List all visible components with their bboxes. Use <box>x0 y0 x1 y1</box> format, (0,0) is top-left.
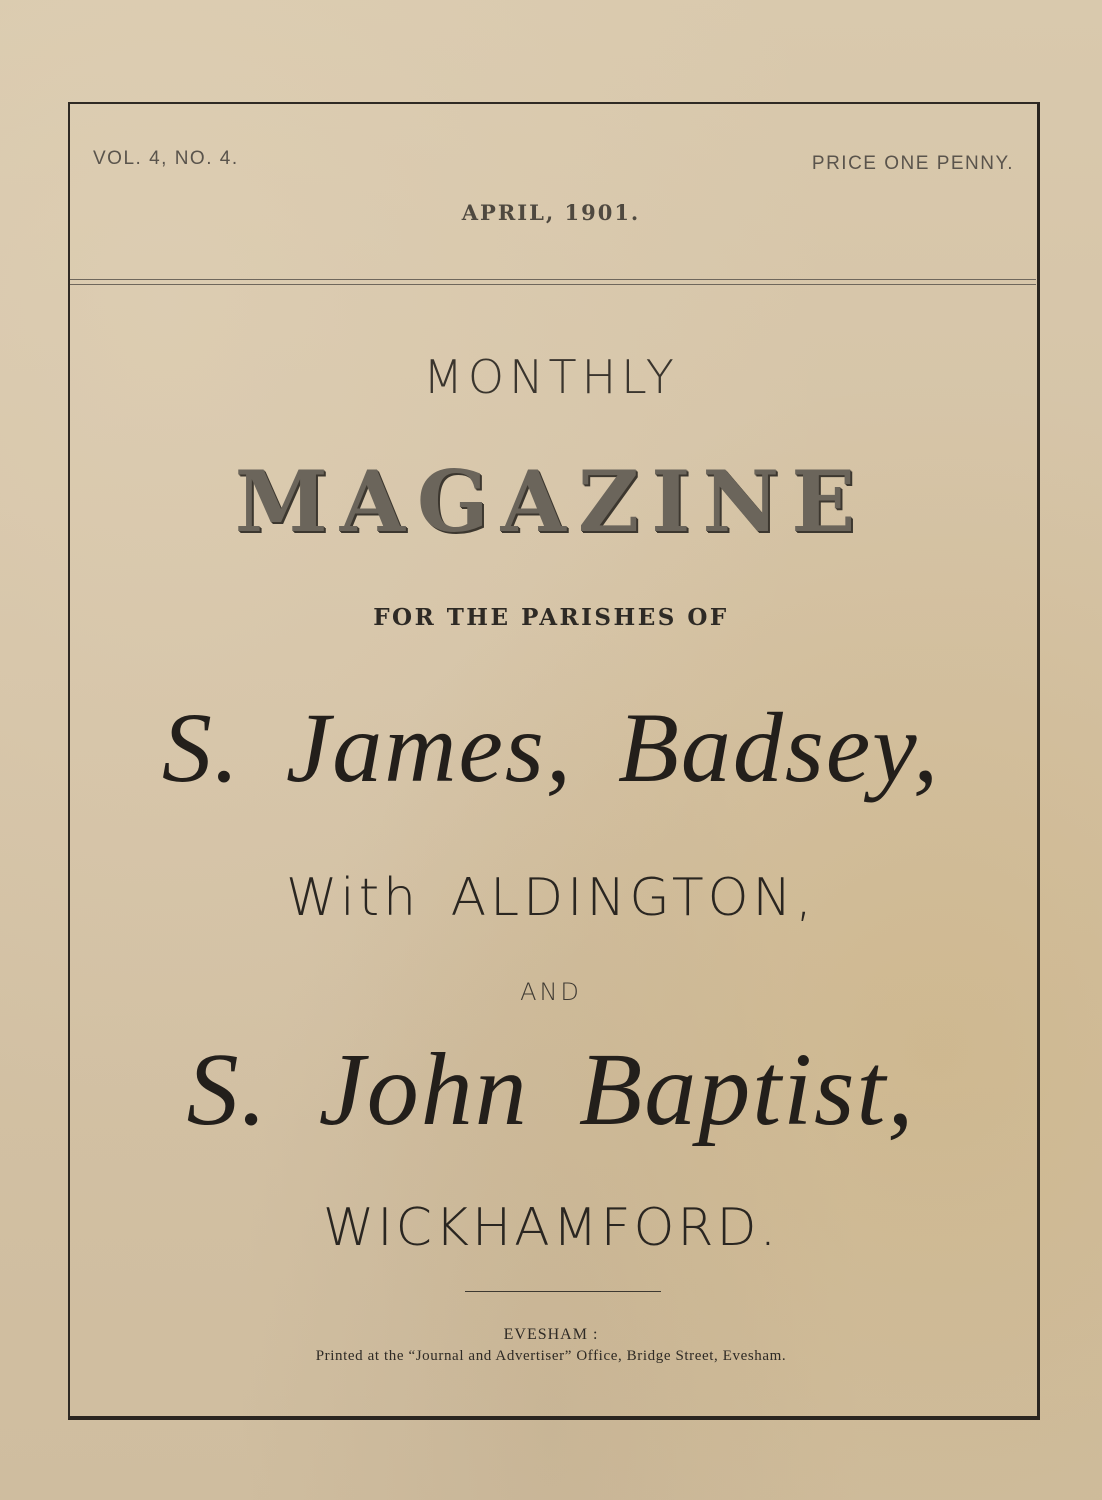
price-label: PRICE ONE PENNY. <box>811 153 1014 174</box>
parish-john-baptist: S. John Baptist, <box>186 1032 916 1147</box>
issue-date: APRIL, 1901. <box>461 200 641 225</box>
title-for-parishes: FOR THE PARISHES OF <box>373 604 729 631</box>
parish-aldington: With ALDINGTON, <box>286 868 816 928</box>
imprint-printer: Printed at the “Journal and Advertiser” Office, Bridge Street, Evesham. <box>315 1348 787 1364</box>
imprint-divider <box>465 1291 661 1292</box>
imprint-place: EVESHAM : <box>503 1326 599 1343</box>
title-monthly: MONTHLY <box>423 350 679 404</box>
parish-wickhamford: WICKHAMFORD. <box>322 1198 780 1258</box>
conjunction-and: AND <box>520 978 582 1006</box>
header-divider <box>70 279 1036 285</box>
parish-badsey: S. James, Badsey, <box>161 692 941 803</box>
volume-number: VOL. 4, NO. 4. <box>93 148 239 169</box>
title-magazine: MAGAZINE <box>234 452 868 551</box>
